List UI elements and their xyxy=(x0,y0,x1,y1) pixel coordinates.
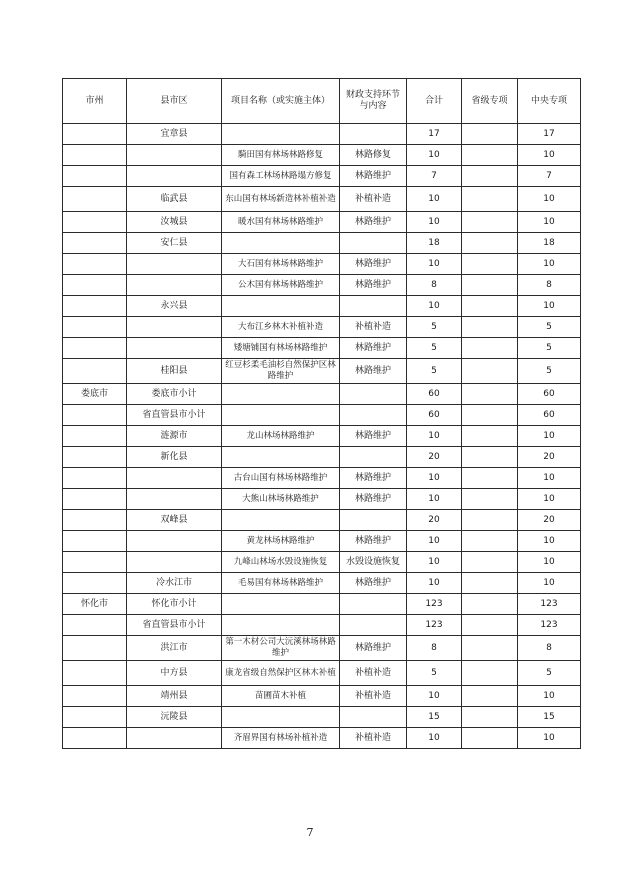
total-cell: 10 xyxy=(407,187,462,212)
city-cell xyxy=(63,510,127,531)
total-cell: 15 xyxy=(407,707,462,728)
central-cell: 10 xyxy=(518,426,581,447)
project-cell: 矮塘铺国有林场林路维护 xyxy=(222,338,340,359)
provincial-cell xyxy=(462,212,518,233)
provincial-cell xyxy=(462,233,518,254)
item-cell: 林路维护 xyxy=(340,166,407,187)
county-cell: 省直管县市小计 xyxy=(127,615,222,636)
city-cell xyxy=(63,573,127,594)
table-row xyxy=(63,359,581,384)
city-cell xyxy=(63,124,127,145)
project-cell xyxy=(222,233,340,254)
county-cell: 汝城县 xyxy=(127,212,222,233)
item-cell xyxy=(340,405,407,426)
county-cell: 娄底市小计 xyxy=(127,384,222,405)
total-cell: 123 xyxy=(407,594,462,615)
table-row xyxy=(63,573,581,594)
item-cell xyxy=(340,124,407,145)
county-cell: 沅陵县 xyxy=(127,707,222,728)
city-cell xyxy=(63,166,127,187)
item-cell xyxy=(340,447,407,468)
central-cell: 10 xyxy=(518,686,581,707)
central-cell: 5 xyxy=(518,359,581,384)
provincial-cell xyxy=(462,405,518,426)
project-cell xyxy=(222,615,340,636)
central-cell: 7 xyxy=(518,166,581,187)
city-cell xyxy=(63,187,127,212)
county-cell: 洪江市 xyxy=(127,636,222,661)
project-cell: 大布江乡林木补植补造 xyxy=(222,317,340,338)
table-header-row xyxy=(63,79,581,124)
total-cell: 60 xyxy=(407,384,462,405)
header-county: 县市区 xyxy=(127,79,222,124)
county-cell: 双峰县 xyxy=(127,510,222,531)
item-cell: 补植补造 xyxy=(340,661,407,686)
item-cell xyxy=(340,594,407,615)
total-cell: 5 xyxy=(407,317,462,338)
header-central: 中央专项 xyxy=(518,79,581,124)
county-cell xyxy=(127,145,222,166)
provincial-cell xyxy=(462,426,518,447)
total-cell: 10 xyxy=(407,212,462,233)
table-row xyxy=(63,468,581,489)
total-cell: 10 xyxy=(407,552,462,573)
item-cell: 林路维护 xyxy=(340,636,407,661)
item-cell: 补植补造 xyxy=(340,187,407,212)
central-cell: 10 xyxy=(518,254,581,275)
city-cell xyxy=(63,338,127,359)
item-cell: 林路维护 xyxy=(340,275,407,296)
table-row xyxy=(63,661,581,686)
total-cell: 20 xyxy=(407,447,462,468)
central-cell: 60 xyxy=(518,384,581,405)
central-cell: 8 xyxy=(518,275,581,296)
table-row xyxy=(63,615,581,636)
provincial-cell xyxy=(462,317,518,338)
total-cell: 5 xyxy=(407,359,462,384)
central-cell: 60 xyxy=(518,405,581,426)
project-cell: 龙山林场林路维护 xyxy=(222,426,340,447)
item-cell: 林路维护 xyxy=(340,359,407,384)
table-row xyxy=(63,489,581,510)
provincial-cell xyxy=(462,187,518,212)
project-cell: 齐眉界国有林场补植补造 xyxy=(222,728,340,749)
provincial-cell xyxy=(462,254,518,275)
item-cell: 水毁设施恢复 xyxy=(340,552,407,573)
county-cell: 怀化市小计 xyxy=(127,594,222,615)
table-row xyxy=(63,426,581,447)
total-cell: 8 xyxy=(407,275,462,296)
table-row xyxy=(63,594,581,615)
central-cell: 10 xyxy=(518,489,581,510)
county-cell xyxy=(127,489,222,510)
central-cell: 20 xyxy=(518,510,581,531)
total-cell: 10 xyxy=(407,426,462,447)
header-project: 项目名称（或实施主体） xyxy=(222,79,340,124)
provincial-cell xyxy=(462,384,518,405)
county-cell xyxy=(127,468,222,489)
provincial-cell xyxy=(462,552,518,573)
central-cell: 18 xyxy=(518,233,581,254)
county-cell: 宜章县 xyxy=(127,124,222,145)
city-cell xyxy=(63,317,127,338)
header-city: 市州 xyxy=(63,79,127,124)
item-cell xyxy=(340,615,407,636)
project-cell: 大石国有林场林路维护 xyxy=(222,254,340,275)
county-cell xyxy=(127,552,222,573)
central-cell: 10 xyxy=(518,296,581,317)
total-cell: 10 xyxy=(407,296,462,317)
item-cell: 林路修复 xyxy=(340,145,407,166)
provincial-cell xyxy=(462,686,518,707)
total-cell: 10 xyxy=(407,686,462,707)
city-cell xyxy=(63,615,127,636)
table-row xyxy=(63,531,581,552)
total-cell: 10 xyxy=(407,468,462,489)
central-cell: 8 xyxy=(518,636,581,661)
total-cell: 10 xyxy=(407,145,462,166)
total-cell: 10 xyxy=(407,531,462,552)
table-row xyxy=(63,686,581,707)
table-body xyxy=(63,124,581,749)
table-row xyxy=(63,728,581,749)
county-cell: 新化县 xyxy=(127,447,222,468)
project-cell: 苗圃苗木补植 xyxy=(222,686,340,707)
central-cell: 15 xyxy=(518,707,581,728)
total-cell: 10 xyxy=(407,728,462,749)
county-cell xyxy=(127,166,222,187)
project-cell: 东山国有林场新造林补植补造 xyxy=(222,187,340,212)
county-cell: 安仁县 xyxy=(127,233,222,254)
provincial-cell xyxy=(462,531,518,552)
project-cell xyxy=(222,510,340,531)
central-cell: 123 xyxy=(518,615,581,636)
city-cell xyxy=(63,686,127,707)
project-cell: 黄龙林场林路维护 xyxy=(222,531,340,552)
city-cell xyxy=(63,145,127,166)
project-cell: 九峰山林场水毁设施恢复 xyxy=(222,552,340,573)
city-cell xyxy=(63,661,127,686)
central-cell: 5 xyxy=(518,661,581,686)
table-row xyxy=(63,405,581,426)
header-total: 合计 xyxy=(407,79,462,124)
project-cell xyxy=(222,405,340,426)
county-cell: 桂阳县 xyxy=(127,359,222,384)
item-cell xyxy=(340,296,407,317)
provincial-cell xyxy=(462,359,518,384)
city-cell: 怀化市 xyxy=(63,594,127,615)
central-cell: 123 xyxy=(518,594,581,615)
total-cell: 20 xyxy=(407,510,462,531)
project-cell: 红豆杉柔毛油杉自然保护区林路维护 xyxy=(222,359,340,384)
central-cell: 5 xyxy=(518,317,581,338)
central-cell: 5 xyxy=(518,338,581,359)
table-row xyxy=(63,233,581,254)
project-cell xyxy=(222,707,340,728)
project-cell: 毛易国有林场林路维护 xyxy=(222,573,340,594)
table-row xyxy=(63,552,581,573)
item-cell xyxy=(340,233,407,254)
city-cell xyxy=(63,233,127,254)
table-row xyxy=(63,296,581,317)
county-cell xyxy=(127,254,222,275)
county-cell: 涟源市 xyxy=(127,426,222,447)
provincial-cell xyxy=(462,661,518,686)
item-cell: 林路维护 xyxy=(340,573,407,594)
project-cell: 大熊山林场林路维护 xyxy=(222,489,340,510)
table-row xyxy=(63,447,581,468)
project-cell xyxy=(222,296,340,317)
central-cell: 10 xyxy=(518,145,581,166)
city-cell xyxy=(63,489,127,510)
county-cell: 靖州县 xyxy=(127,686,222,707)
table-row xyxy=(63,187,581,212)
item-cell: 补植补造 xyxy=(340,686,407,707)
total-cell: 5 xyxy=(407,661,462,686)
total-cell: 123 xyxy=(407,615,462,636)
county-cell: 冷水江市 xyxy=(127,573,222,594)
table-row xyxy=(63,212,581,233)
project-cell: 康龙省级自然保护区林木补植 xyxy=(222,661,340,686)
provincial-cell xyxy=(462,338,518,359)
county-cell xyxy=(127,531,222,552)
project-cell: 騎田国有林场林路修复 xyxy=(222,145,340,166)
city-cell xyxy=(63,405,127,426)
provincial-cell xyxy=(462,468,518,489)
city-cell xyxy=(63,468,127,489)
project-cell: 国有森工林场林路塌方修复 xyxy=(222,166,340,187)
county-cell: 中方县 xyxy=(127,661,222,686)
table-row xyxy=(63,636,581,661)
table-row xyxy=(63,384,581,405)
provincial-cell xyxy=(462,166,518,187)
item-cell: 林路维护 xyxy=(340,468,407,489)
central-cell: 17 xyxy=(518,124,581,145)
central-cell: 10 xyxy=(518,187,581,212)
provincial-cell xyxy=(462,510,518,531)
central-cell: 10 xyxy=(518,212,581,233)
project-cell: 暖水国有林场林路维护 xyxy=(222,212,340,233)
total-cell: 5 xyxy=(407,338,462,359)
central-cell: 10 xyxy=(518,728,581,749)
county-cell xyxy=(127,317,222,338)
central-cell: 10 xyxy=(518,468,581,489)
header-item: 财政支持环节与内容 xyxy=(340,79,407,124)
table-row xyxy=(63,510,581,531)
city-cell xyxy=(63,296,127,317)
city-cell xyxy=(63,636,127,661)
city-cell xyxy=(63,212,127,233)
project-cell: 公木国有林场林路维护 xyxy=(222,275,340,296)
funding-table xyxy=(62,78,581,749)
provincial-cell xyxy=(462,594,518,615)
table-row xyxy=(63,124,581,145)
page-number: 7 xyxy=(306,826,314,839)
project-cell xyxy=(222,384,340,405)
city-cell xyxy=(63,447,127,468)
city-cell: 娄底市 xyxy=(63,384,127,405)
total-cell: 7 xyxy=(407,166,462,187)
item-cell xyxy=(340,510,407,531)
central-cell: 10 xyxy=(518,552,581,573)
total-cell: 10 xyxy=(407,254,462,275)
item-cell xyxy=(340,384,407,405)
table-row xyxy=(63,275,581,296)
item-cell: 林路维护 xyxy=(340,254,407,275)
total-cell: 60 xyxy=(407,405,462,426)
table-row xyxy=(63,317,581,338)
central-cell: 20 xyxy=(518,447,581,468)
city-cell xyxy=(63,728,127,749)
county-cell: 省直管县市小计 xyxy=(127,405,222,426)
project-cell xyxy=(222,594,340,615)
county-cell: 永兴县 xyxy=(127,296,222,317)
total-cell: 18 xyxy=(407,233,462,254)
provincial-cell xyxy=(462,707,518,728)
project-cell xyxy=(222,447,340,468)
item-cell xyxy=(340,707,407,728)
total-cell: 17 xyxy=(407,124,462,145)
provincial-cell xyxy=(462,728,518,749)
project-cell xyxy=(222,124,340,145)
provincial-cell xyxy=(462,615,518,636)
table-row xyxy=(63,707,581,728)
provincial-cell xyxy=(462,275,518,296)
total-cell: 10 xyxy=(407,573,462,594)
table-row xyxy=(63,338,581,359)
city-cell xyxy=(63,359,127,384)
table-row xyxy=(63,166,581,187)
item-cell: 林路维护 xyxy=(340,338,407,359)
provincial-cell xyxy=(462,447,518,468)
total-cell: 8 xyxy=(407,636,462,661)
total-cell: 10 xyxy=(407,489,462,510)
item-cell: 林路维护 xyxy=(340,426,407,447)
item-cell: 林路维护 xyxy=(340,489,407,510)
header-provincial: 省级专项 xyxy=(462,79,518,124)
city-cell xyxy=(63,552,127,573)
provincial-cell xyxy=(462,636,518,661)
project-cell: 古台山国有林场林路维护 xyxy=(222,468,340,489)
item-cell: 补植补造 xyxy=(340,317,407,338)
central-cell: 10 xyxy=(518,573,581,594)
provincial-cell xyxy=(462,145,518,166)
county-cell xyxy=(127,728,222,749)
table-row xyxy=(63,145,581,166)
county-cell xyxy=(127,275,222,296)
table-row xyxy=(63,254,581,275)
project-cell: 第一木材公司大沅溪林场林路维护 xyxy=(222,636,340,661)
county-cell: 临武县 xyxy=(127,187,222,212)
item-cell: 林路维护 xyxy=(340,531,407,552)
item-cell: 林路维护 xyxy=(340,212,407,233)
provincial-cell xyxy=(462,296,518,317)
city-cell xyxy=(63,531,127,552)
central-cell: 10 xyxy=(518,531,581,552)
county-cell xyxy=(127,338,222,359)
provincial-cell xyxy=(462,124,518,145)
city-cell xyxy=(63,275,127,296)
city-cell xyxy=(63,426,127,447)
provincial-cell xyxy=(462,489,518,510)
city-cell xyxy=(63,707,127,728)
provincial-cell xyxy=(462,573,518,594)
item-cell: 补植补造 xyxy=(340,728,407,749)
city-cell xyxy=(63,254,127,275)
